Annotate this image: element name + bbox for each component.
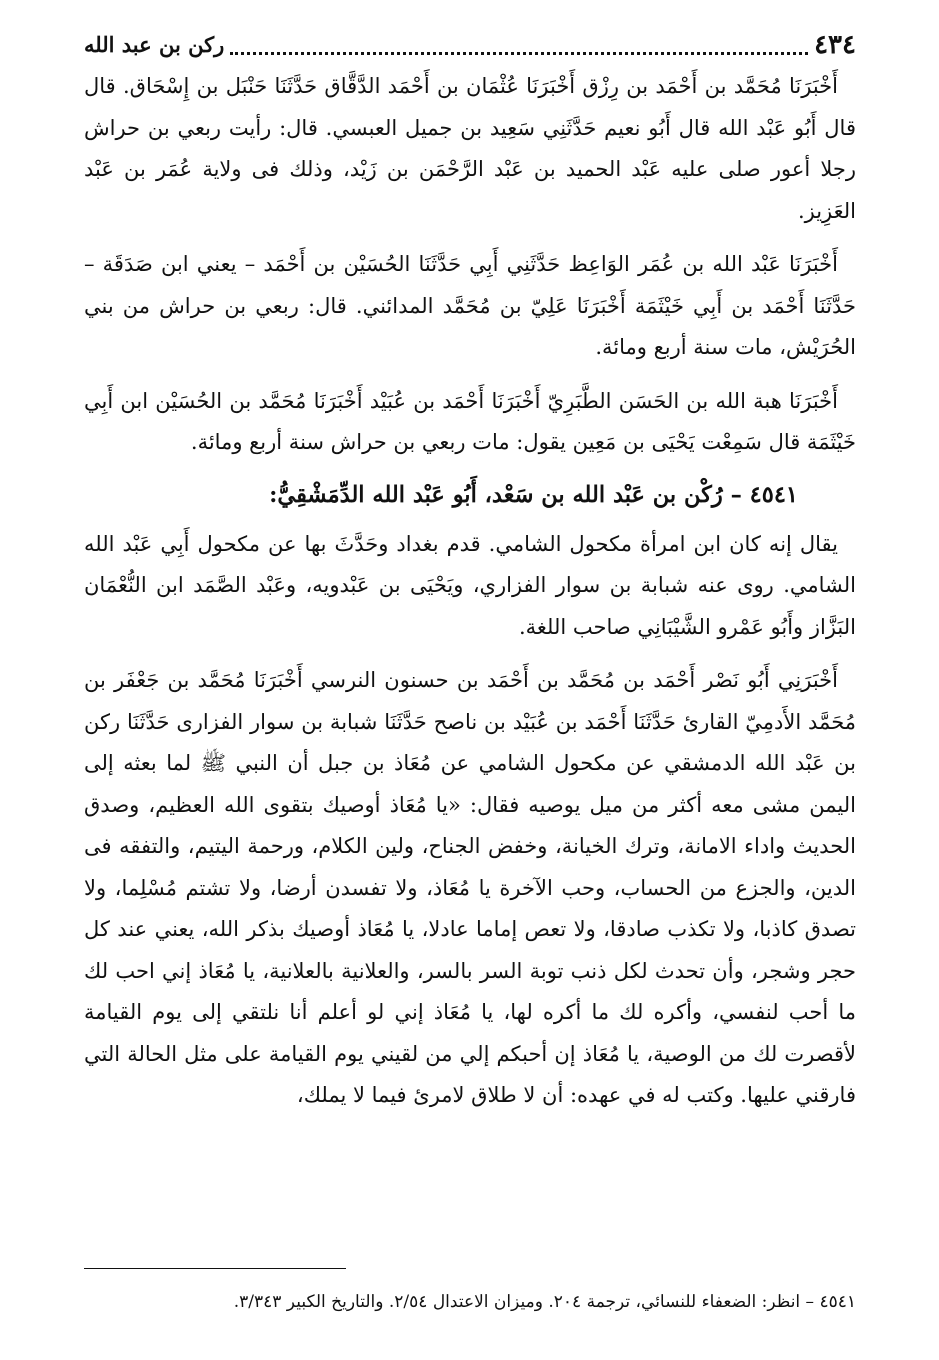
paragraph: يقال إنه كان ابن امرأة مكحول الشامي. قدم بغداد وحَدَّثَ بها عن مكحول أَبِي عَبْد الله الشامي. روى عنه شبابة بن سوار الفزاري، ويَحْيَى بن عَبْدويه، وعَبْد الصَّمَد ابن النُّعْمَان البَزَّاز وأَبُو عَمْرو الشَّيْبَانِي صاحب اللغة. xyxy=(84,531,856,639)
paragraph: أَخْبَرَنَا عَبْد الله بن عُمَر الوَاعِظ حَدَّثَنِي أَبِي حَدَّثَنَا الحُسَيْن بن أَحْمَد – يعني ابن صَدَقَة – حَدَّثَنَا أَحْمَد بن أَبِي خَيْثَمَة أَخْبَرَنَا عَلِيّ بن مُحَمَّد المدائني. قال: ربعي بن حراش من بني الحُرَيْش، مات سنة أربع ومائة. xyxy=(84,252,856,359)
book-page xyxy=(84,28,856,1117)
footnote-divider xyxy=(84,1268,346,1269)
footnote: ٤٥٤١ – انظر: الضعفاء للنسائي، ترجمة ٢٠٤. وميزان الاعتدال ٢/٥٤. والتاريخ الكبير ٣/٣٤٣. xyxy=(233,1292,856,1312)
paragraph: أَخْبَرَنَا مُحَمَّد بن أَحْمَد بن رِزْق أَخْبَرَنَا عُثْمَان بن أَحْمَد الدَّقَّاق حَدَّثَنَا حَنْبَل بن إِسْحَاق. قال قال أَبُو عَبْد الله قال أَبُو نعيم حَدَّثَنِي سَعِيد بن جميل العبسي. قال: رأيت ربعي بن حراش رجلا أعور صلى عليه عَبْد الحميد بن عَبْد الرَّحْمَن بن زَيْد، وذلك فى ولاية عُمَر بن عَبْد العَزِيز. xyxy=(84,74,856,223)
page-number: ٤٣٤ xyxy=(814,30,856,60)
paragraph: أَخْبَرَنَا هبة الله بن الحَسَن الطَّبَرِيّ أَخْبَرَنَا أَحْمَد بن عُبَيْد أَخْبَرَنَا مُحَمَّد بن الحُسَيْن ابن أَبِي خَيْثَمَة قال سَمِعْت يَحْيَى بن مَعِين يقول: مات ربعي بن حراش سنة أربع ومائة. xyxy=(84,388,856,454)
entry-heading: ٤٥٤١ – رُكْن بن عَبْد الله بن سَعْد، أَبُو عَبْد الله الدِّمَشْقِيُّ: xyxy=(269,481,798,508)
running-title: ركن بن عبد الله xyxy=(84,32,225,57)
paragraph: أَخْبَرَنِي أَبُو نَصْر أَحْمَد بن مُحَمَّد بن أَحْمَد بن حسنون النرسي أَخْبَرَنَا مُحَمَّد بن جَعْفَر بن مُحَمَّد الأَدمِيّ القارئ حَدَّثَنَا أَحْمَد بن عُبَيْد بن ناصح حَدَّثَنَا شبابة بن سوار الفزارى حَدَّثَنَا ركن بن عَبْد الله الدمشقي عن مكحول الشامي عن مُعَاذ بن جبل أن النبي ﷺ لما بعثه إلى اليمن مشى معه أكثر من ميل يوصيه فقال: «يا مُعَاذ أوصيك بتقوى الله العظيم، وصدق الحديث واداء الامانة، وترك الخيانة، وخفض الجناح، ولين الكلام، ورحمة اليتيم، والتفقه فى الدين، والجزع من الحساب، وحب الآخرة يا مُعَاذ، ولا تفسدن أرضا، ولا تشتم مُسْلِما، ولا تصدق كاذبا، ولا تكذب صادقا، ولا تعص إماما عادلا، يا مُعَاذ أوصيك بذكر الله، يعني عند كل حجر وشجر، وأن تحدث لكل ذنب توبة السر بالسر، والعلانية بالعلانية، يا مُعَاذ إني احب لك ما أحب لنفسي، وأكره لك ما أكره لها، يا مُعَاذ إني لو أعلم أنا نلتقي إلى يوم القيامة لأقصرت لك من الوصية، يا مُعَاذ إن أحبكم إلي من لقيني يوم القيامة على مثل الحالة التي فارقني عليها. وكتب له في عهده: أن لا طلاق لامرئ فيما لا يملك، xyxy=(84,668,856,1107)
header-leader-dots xyxy=(230,36,808,55)
page-header xyxy=(84,28,856,62)
